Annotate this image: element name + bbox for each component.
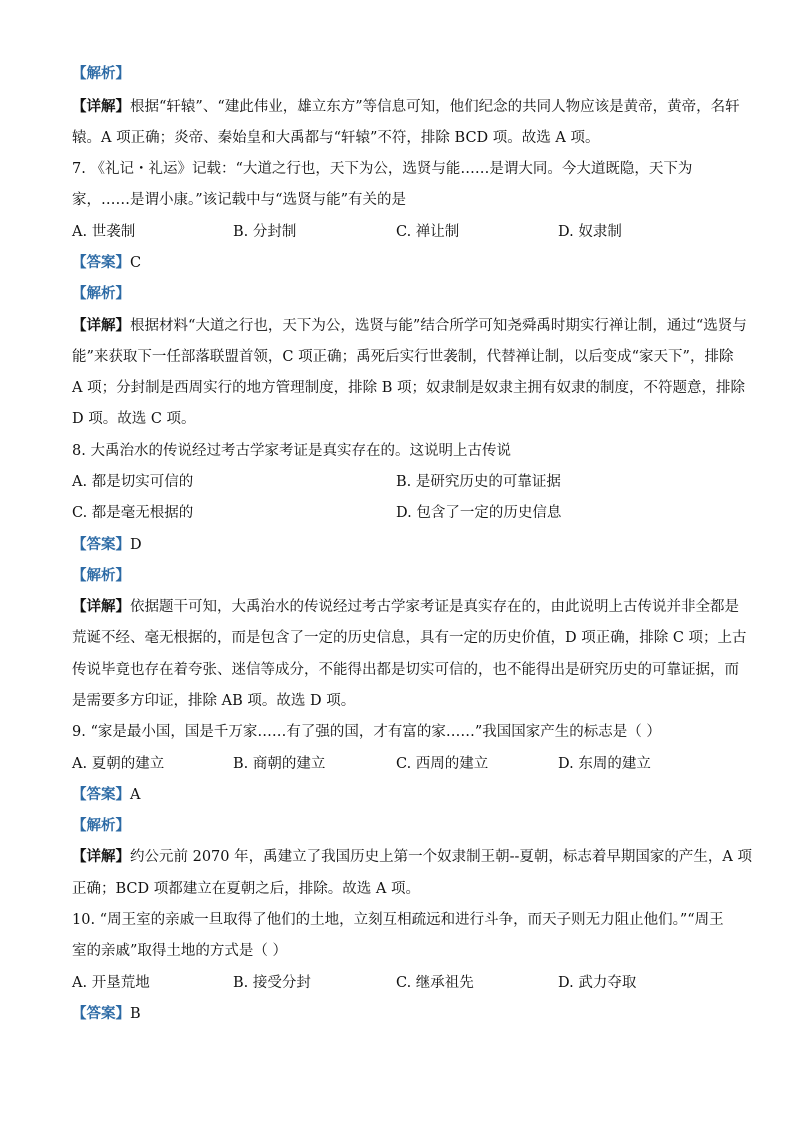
analysis-label: 【解析】 [72, 568, 130, 584]
detail-text: 荒诞不经、毫无根据的，而是包含了一定的历史信息，具有一定的历史价值，D 项正确，排除 C 项；上古 [72, 630, 747, 646]
option-a: A. 都是切实可信的 [72, 474, 194, 490]
detail-label: 【详解】 [72, 318, 130, 334]
option-c: C. 禅让制 [396, 224, 460, 240]
option-b: B. 是研究历史的可靠证据 [396, 474, 561, 490]
question-stem: 9. “家是最小国，国是千万家……有了强的国，才有富的家……”我国国家产生的标志是（ ） [72, 724, 661, 740]
option-c: C. 继承祖先 [396, 975, 474, 991]
option-d: D. 包含了一定的历史信息 [396, 505, 562, 521]
detail-line [72, 847, 752, 867]
option-b: B. 分封制 [233, 224, 297, 240]
detail-text: A 项；分封制是西周实行的地方管理制度，排除 B 项；奴隶制是奴隶主拥有奴隶的制度，不符题意，排除 [72, 380, 745, 396]
detail-text: 依据题干可知，大禹治水的传说经过考古学家考证是真实存在的，由此说明上古传说并非全都是 [130, 599, 739, 615]
detail-label: 【详解】 [72, 849, 130, 865]
option-a: A. 开垦荒地 [72, 975, 150, 991]
question-stem: 室的亲戚”取得土地的方式是（ ） [72, 943, 288, 959]
answer-line [72, 535, 142, 555]
question-stem: 8. 大禹治水的传说经过考古学家考证是真实存在的。这说明上古传说 [72, 443, 511, 459]
option-d: D. 奴隶制 [558, 224, 622, 240]
answer-value: D [130, 537, 142, 553]
detail-text: 辕。A 项正确；炎帝、秦始皇和大禹都与“轩辕”不符，排除 BCD 项。故选 A 项。 [72, 130, 600, 146]
question-stem: 10. “周王室的亲戚一旦取得了他们的土地，立刻互相疏远和进行斗争，而天子则无力阻止他们。”“周王 [72, 912, 724, 928]
analysis-label: 【解析】 [72, 66, 130, 82]
detail-line [72, 597, 739, 617]
answer-value: C [130, 255, 142, 271]
option-b: B. 商朝的建立 [233, 756, 326, 772]
detail-text: D 项。故选 C 项。 [72, 411, 196, 427]
detail-line [72, 316, 747, 336]
answer-label: 【答案】 [72, 255, 130, 271]
option-c: C. 西周的建立 [396, 756, 489, 772]
answer-line [72, 253, 141, 273]
answer-value: A [130, 787, 141, 803]
option-a: A. 夏朝的建立 [72, 756, 165, 772]
answer-line [72, 1004, 141, 1024]
detail-text: 传说毕竟也存在着夸张、迷信等成分，不能得出都是切实可信的，也不能得出是研究历史的可靠证据，而 [72, 662, 739, 678]
answer-label: 【答案】 [72, 1006, 130, 1022]
analysis-label: 【解析】 [72, 818, 130, 834]
question-stem: 7. 《礼记・礼运》记载：“大道之行也，天下为公，选贤与能……是谓大同。今大道既隐，天下为 [72, 161, 693, 177]
detail-text: 根据材料“大道之行也，天下为公，选贤与能”结合所学可知尧舜禹时期实行禅让制，通过“选贤与 [130, 318, 747, 334]
analysis-label: 【解析】 [72, 286, 130, 302]
detail-text: 正确；BCD 项都建立在夏朝之后，排除。故选 A 项。 [72, 881, 420, 897]
answer-label: 【答案】 [72, 537, 130, 553]
option-d: D. 武力夺取 [558, 975, 637, 991]
option-d: D. 东周的建立 [558, 756, 651, 772]
detail-label: 【详解】 [72, 99, 130, 115]
answer-line [72, 785, 140, 805]
option-b: B. 接受分封 [233, 975, 311, 991]
detail-line [72, 97, 740, 117]
option-c: C. 都是毫无根据的 [72, 505, 194, 521]
detail-text: 是需要多方印证，排除 AB 项。故选 D 项。 [72, 693, 356, 709]
detail-label: 【详解】 [72, 599, 130, 615]
answer-label: 【答案】 [72, 787, 130, 803]
detail-text: 根据“轩辕”、“建此伟业，雄立东方”等信息可知，他们纪念的共同人物应该是黄帝，黄帝，名轩 [130, 99, 740, 115]
answer-value: B [130, 1006, 141, 1022]
option-a: A. 世袭制 [72, 224, 136, 240]
question-stem: 家，……是谓小康。”该记载中与“选贤与能”有关的是 [72, 192, 406, 208]
detail-text: 能”来获取下一任部落联盟首领，C 项正确；禹死后实行世袭制，代替禅让制，以后变成“家天下”，排除 [72, 349, 734, 365]
detail-text: 约公元前 2070 年，禹建立了我国历史上第一个奴隶制王朝--夏朝，标志着早期国家的产生，A 项 [130, 849, 752, 865]
